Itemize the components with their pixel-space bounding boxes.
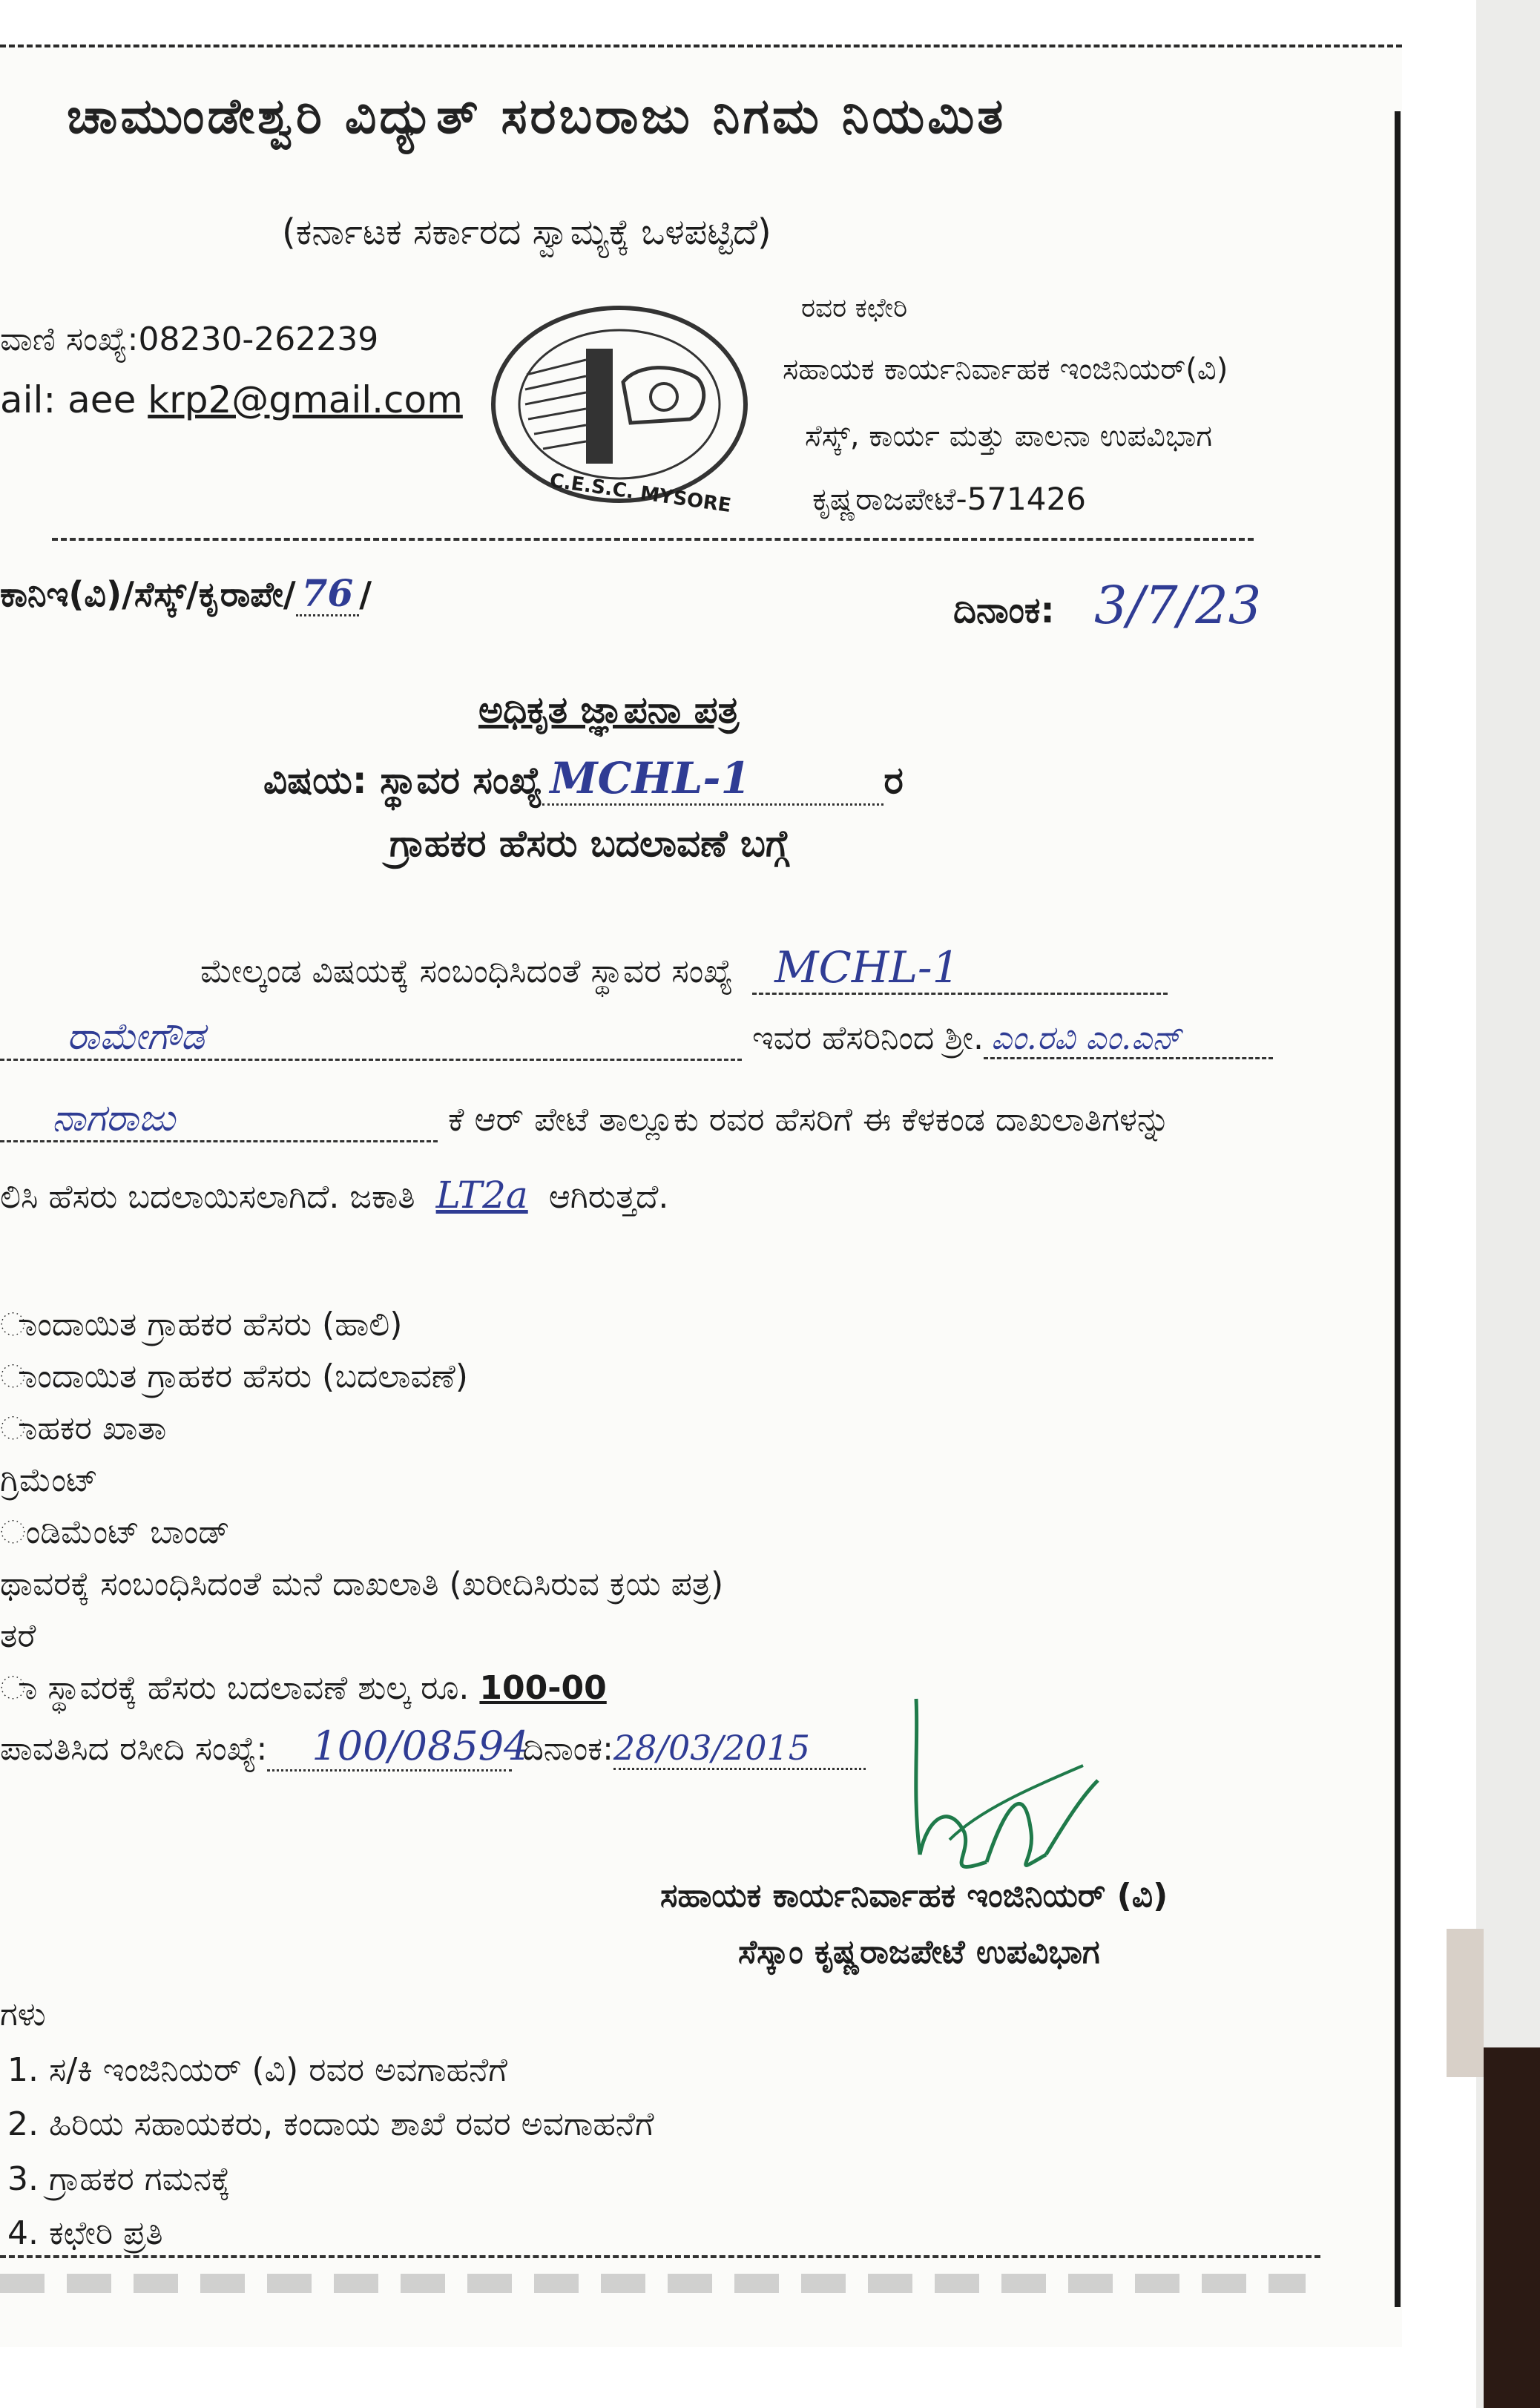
subject-line: [263, 753, 904, 806]
body-text-3: ಕೆ ಆರ್ ಪೇಟೆ ತಾಲ್ಲೂಕು ರವರ ಹೆಸರಿಗೆ ಈ ಕೆಳಕಂಡ ದಾಖಲಾತಿಗಳನ್ನು: [448, 1101, 1171, 1139]
document-item: ತರೆ: [0, 1617, 36, 1655]
footer-divider: [0, 2255, 1320, 2258]
subject-value: MCHL-1: [550, 753, 751, 803]
receipt-label: ಪಾವತಿಸಿದ ರಸೀದಿ ಸಂಖ್ಯೆ:: [0, 1730, 268, 1768]
background-edge-dark: [1484, 2047, 1540, 2408]
handwritten-signature: [898, 1684, 1120, 1907]
receipt-number: 100/08594: [312, 1723, 530, 1769]
copy-recipient: 1. ಸ/ಕಿ ಇಂಜಿನಿಯರ್ (ವಿ) ರವರ ಅವಗಾಹನೆಗೆ: [7, 2051, 507, 2089]
email-link[interactable]: krp2@gmail.com: [148, 378, 463, 421]
tariff-value: LT2a: [435, 1174, 528, 1217]
new-consumer-name: ಎಂ.ರವಿ ಎಂ.ಎನ್: [991, 1019, 1182, 1057]
body-line-3: [0, 1096, 1170, 1142]
copy-recipient: 3. ಗ್ರಾಹಕರ ಗಮನಕ್ಕೆ: [7, 2160, 231, 2198]
background-edge-light: [1447, 1929, 1484, 2077]
reference-number: ಕಾನಿಇ(ವಿ)/ಸೆಸ್ಕ್/ಕೃರಾಪೇ/ 76 /: [0, 571, 372, 615]
subject-line-2: ಗ್ರಾಹಕರ ಹೆಸರು ಬದಲಾವಣೆ ಬಗ್ಗೆ: [389, 822, 789, 865]
installation-number: MCHL-1: [774, 942, 960, 993]
document-item: ಾಂದಾಯಿತ ಗ್ರಾಹಕರ ಹೆಸರು (ಹಾಲಿ): [0, 1306, 403, 1343]
signatory-office: ಸೆಸ್ಕಾಂ ಕೃಷ್ಣರಾಜಪೇಟೆ ಉಪವಿಭಾಗ: [738, 1933, 1100, 1971]
office-line-2: ಸಹಾಯಕ ಕಾರ್ಯನಿರ್ವಾಹಕ ಇಂಜಿನಿಯರ್(ವಿ): [783, 352, 1228, 386]
reference-value: 76: [301, 571, 354, 615]
receipt-date-label: ದಿನಾಂಕ:: [522, 1730, 613, 1768]
fee-label: ಾ ಸ್ಥಾವರಕ್ಕೆ ಹೆಸರು ಬದಲಾವಣೆ ಶುಲ್ಕ ರೂ.: [0, 1669, 470, 1707]
document-item: ಾಹಕರ ಖಾತಾ: [0, 1409, 167, 1447]
org-title: ಚಾಮುಂಡೇಶ್ವರಿ ವಿದ್ಯುತ್ ಸರಬರಾಜು ನಿಗಮ ನಿಯಮಿತ: [67, 88, 1007, 145]
receipt-date: 28/03/2015: [613, 1728, 811, 1768]
memo-title: ಅಧಿಕೃತ ಜ್ಞಾಪನಾ ಪತ್ರ: [478, 688, 740, 731]
document-item: ಾಂದಾಯಿತ ಗ್ರಾಹಕರ ಹೆಸರು (ಬದಲಾವಣೆ): [0, 1358, 468, 1395]
email-prefix: ail: aee: [0, 378, 148, 421]
signatory-designation: ಸಹಾಯಕ ಕಾರ್ಯನಿರ್ವಾಹಕ ಇಂಜಿನಿಯರ್ (ವಿ): [660, 1877, 1168, 1915]
reference-label: ಕಾನಿಇ(ವಿ)/ಸೆಸ್ಕ್/ಕೃರಾಪೇ/: [0, 574, 296, 614]
fee-amount: 100-00: [479, 1669, 607, 1707]
fee-line: [0, 1669, 607, 1707]
document-item: ಂಡಿಮೆಂಟ್ ಬಾಂಡ್: [0, 1513, 230, 1551]
receipt-line: [0, 1723, 866, 1772]
new-consumer-name-2: ನಾಗರಾಜು: [52, 1096, 176, 1139]
org-subtitle: (ಕರ್ನಾಟಕ ಸರ್ಕಾರದ ಸ್ವಾಮ್ಯಕ್ಕೆ ಒಳಪಟ್ಟಿದೆ): [282, 211, 771, 253]
seal-text: C.E.S.C. MYSORE: [548, 469, 733, 518]
body-line-2: [0, 1015, 1273, 1061]
date-label: ದಿನಾಂಕ:: [953, 590, 1055, 631]
page-border: [1395, 111, 1401, 2307]
header-divider: [52, 538, 1254, 541]
document-item: ಥಾವರಕ್ಕೆ ಸಂಬಂಧಿಸಿದಂತೆ ಮನೆ ದಾಖಲಾತಿ (ಖರೀದಿಸಿರುವ ಕ್ರಯ ಪತ್ರ): [0, 1565, 724, 1603]
phone-number: ವಾಣಿ ಸಂಖ್ಯೆ:08230-262239: [0, 320, 379, 358]
body-text-4a: ಲಿಸಿ ಹೆಸರು ಬದಲಾಯಿಸಲಾಗಿದೆ. ಜಕಾತಿ: [0, 1178, 415, 1216]
office-line-1: ರವರ ಕಛೇರಿ: [801, 293, 908, 323]
body-line-1: [200, 942, 1168, 995]
office-line-3: ಸೆಸ್ಕ್, ಕಾರ್ಯ ಮತ್ತು ಪಾಲನಾ ಉಪವಿಭಾಗ: [805, 419, 1213, 453]
body-text-2: ಇವರ ಹೆಸರಿನಿಂದ ಶ್ರೀ.: [752, 1019, 984, 1057]
email: [0, 378, 463, 421]
office-line-4: ಕೃಷ್ಣರಾಜಪೇಟೆ-571426: [812, 481, 1086, 517]
subject-label: ವಿಷಯ: ಸ್ಥಾವರ ಸಂಖ್ಯೆ: [263, 759, 543, 802]
subject-suffix: ರ: [883, 759, 904, 802]
old-consumer-name: ರಾಮೇಗೌಡ: [67, 1015, 205, 1058]
body-text-4b: ಆಗಿರುತ್ತದೆ.: [548, 1178, 669, 1216]
copy-recipient: 4. ಕಛೇರಿ ಪ್ರತಿ: [7, 2214, 163, 2252]
date-value: 3/7/23: [1094, 575, 1262, 636]
body-text-1: ಮೇಲ್ಕಂಡ ವಿಷಯಕ್ಕೆ ಸಂಬಂಧಿಸಿದಂತೆ ಸ್ಥಾವರ ಸಂಖ್ಯೆ: [200, 953, 734, 990]
document-item: ಗ್ರಿಮೆಂಟ್: [0, 1461, 99, 1499]
copies-heading: ಗಳು: [0, 1996, 46, 2033]
body-line-4: [0, 1174, 668, 1217]
footer-faded-text: [0, 2274, 1306, 2293]
copy-recipient: 2. ಹಿರಿಯ ಸಹಾಯಕರು, ಕಂದಾಯ ಶಾಖೆ ರವರ ಅವಗಾಹನೆಗೆ: [7, 2105, 654, 2143]
